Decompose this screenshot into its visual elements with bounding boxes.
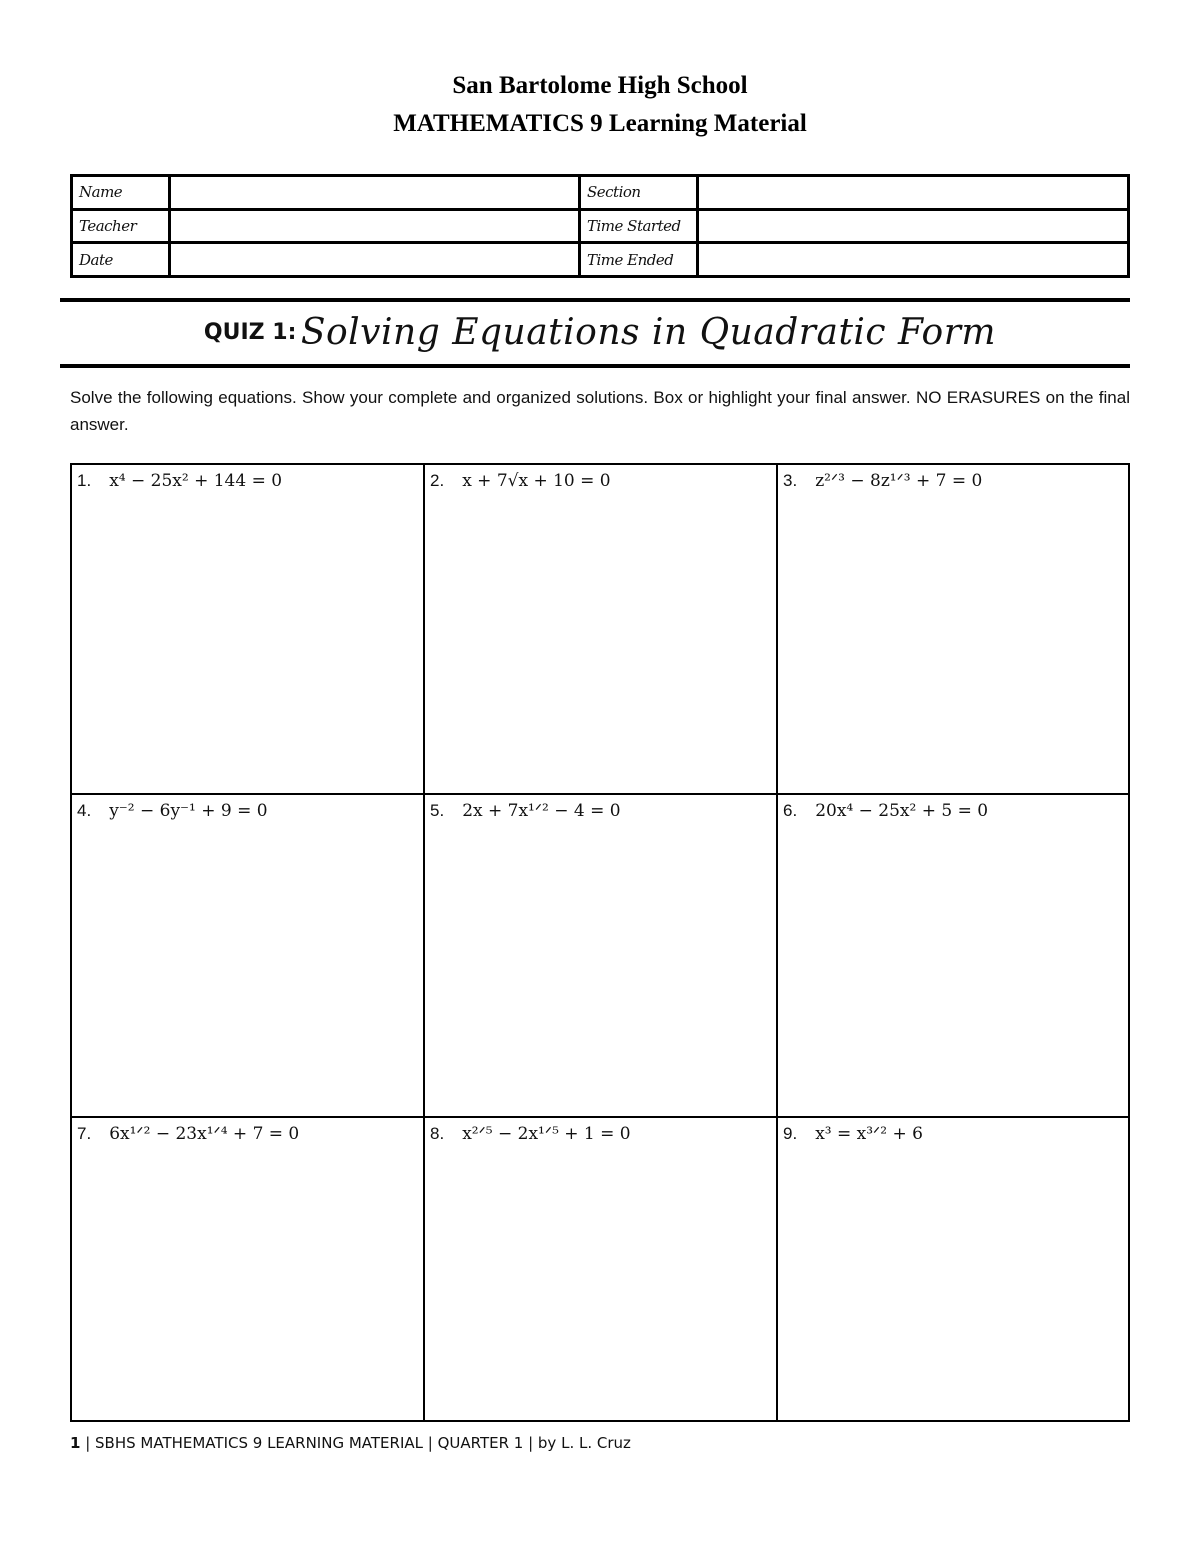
- problem-equation: x⁴ − 25x² + 144 = 0: [109, 471, 283, 491]
- problem-cell[interactable]: [778, 1118, 1128, 1420]
- name-field[interactable]: [170, 176, 580, 210]
- problem-cell[interactable]: [425, 465, 778, 795]
- date-field[interactable]: [170, 243, 580, 277]
- problem-equation: 6x¹ᐟ² − 23x¹ᐟ⁴ + 7 = 0: [109, 1124, 300, 1144]
- problem-cell[interactable]: [778, 465, 1128, 795]
- page-footer: [70, 1434, 631, 1452]
- time-ended-field[interactable]: [698, 243, 1129, 277]
- problem-cell[interactable]: [72, 1118, 425, 1420]
- problem-number: 6.: [783, 801, 798, 820]
- quiz-title: Solving Equations in Quadratic Form: [300, 312, 997, 353]
- title-top-divider: [60, 298, 1130, 302]
- problem-equation: z²ᐟ³ − 8z¹ᐟ³ + 7 = 0: [815, 471, 983, 491]
- problem-number: 7.: [77, 1124, 92, 1143]
- problem-equation: x²ᐟ⁵ − 2x¹ᐟ⁵ + 1 = 0: [462, 1124, 631, 1144]
- problem-cell[interactable]: [72, 795, 425, 1118]
- date-label: Date: [72, 243, 170, 277]
- student-info-table: [70, 174, 1130, 278]
- instructions: Solve the following equations. Show your complete and organized solutions. Box or highlight your final answer. NO ERASURES on the final answer.: [70, 388, 1130, 434]
- problem-equation: x³ = x³ᐟ² + 6: [815, 1124, 923, 1144]
- problem-cell[interactable]: [425, 1118, 778, 1420]
- school-name: San Bartolome High School: [452, 72, 748, 99]
- teacher-label: Teacher: [72, 209, 170, 243]
- name-label: Name: [72, 176, 170, 210]
- problem-equation: 2x + 7x¹ᐟ² − 4 = 0: [462, 801, 621, 821]
- quiz-heading: [0, 312, 1200, 362]
- title-bottom-divider: [60, 364, 1130, 368]
- problem-cell[interactable]: [72, 465, 425, 795]
- problem-number: 1.: [77, 471, 92, 490]
- time-started-label: Time Started: [580, 209, 698, 243]
- section-field[interactable]: [698, 176, 1129, 210]
- footer-text: | SBHS MATHEMATICS 9 LEARNING MATERIAL | QUARTER 1 | by L. L. Cruz: [80, 1434, 631, 1452]
- problem-equation: 20x⁴ − 25x² + 5 = 0: [815, 801, 989, 821]
- problem-number: 5.: [430, 801, 445, 820]
- problem-number: 4.: [77, 801, 92, 820]
- page-number: 1: [70, 1434, 81, 1452]
- time-started-field[interactable]: [698, 209, 1129, 243]
- problem-equation: x + 7√x + 10 = 0: [462, 471, 611, 491]
- teacher-field[interactable]: [170, 209, 580, 243]
- time-ended-label: Time Ended: [580, 243, 698, 277]
- problem-number: 8.: [430, 1124, 445, 1143]
- problem-equation: y⁻² − 6y⁻¹ + 9 = 0: [109, 801, 268, 821]
- problem-cell[interactable]: [778, 795, 1128, 1118]
- document-subtitle: MATHEMATICS 9 Learning Material: [393, 110, 807, 137]
- problem-number: 9.: [783, 1124, 798, 1143]
- problem-number: 3.: [783, 471, 798, 490]
- problem-cell[interactable]: [425, 795, 778, 1118]
- section-label: Section: [580, 176, 698, 210]
- problem-grid: [70, 463, 1130, 1422]
- quiz-label: QUIZ 1:: [203, 320, 297, 345]
- problem-number: 2.: [430, 471, 445, 490]
